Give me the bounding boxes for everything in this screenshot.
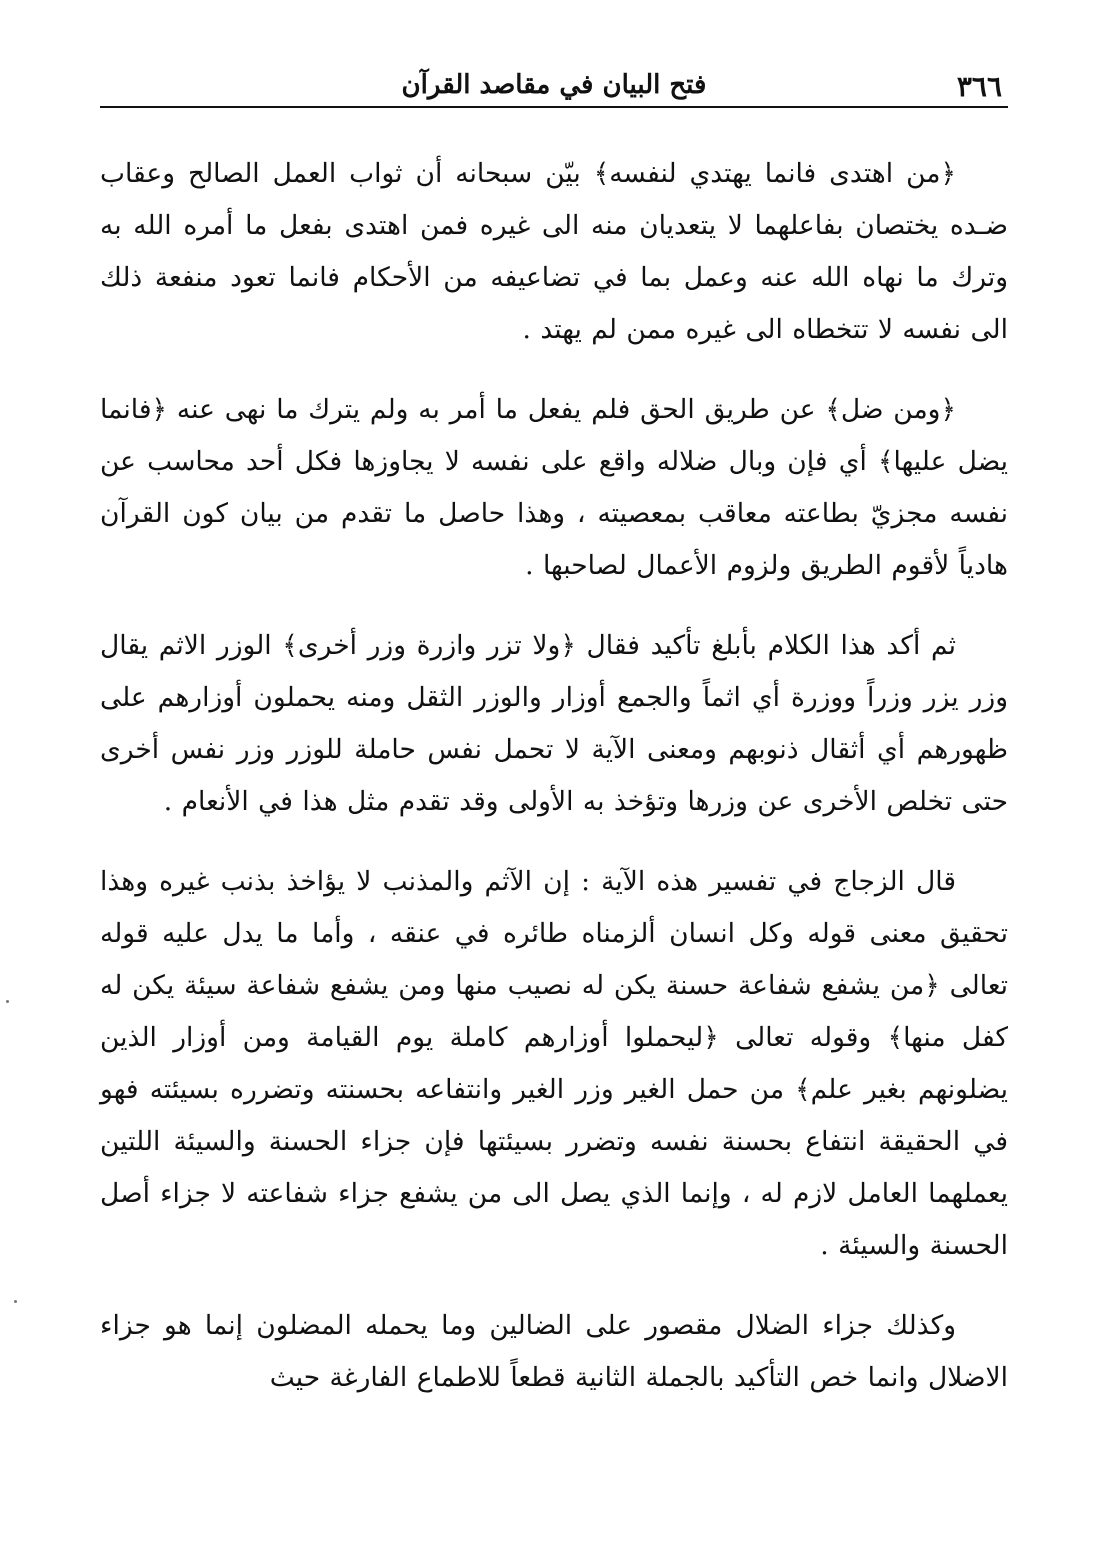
paragraph: ﴿ومن ضل﴾ عن طريق الحق فلم يفعل ما أمر به ولم يترك ما نهى عنه ﴿فانما يضل عليها﴾ أي فإن وبال ضلاله واقع على نفسه لا يجاوزها فكل أحد محاسب عن نفسه مجزيّ بطاعته معاقب بمعصيته ، وهذا حاصل ما تقدم من بيان كون القرآن هادياً لأقوم الطريق ولزوم الأعمال لصاحبها . bbox=[100, 394, 1008, 581]
running-title: فتح البيان في مقاصد القرآن bbox=[401, 70, 707, 100]
paragraph: ﴿من اهتدى فانما يهتدي لنفسه﴾ بيّن سبحانه أن ثواب العمل الصالح وعقاب ضـده يختصان بفاعلهما لا يتعديان منه الى غيره فمن اهتدى بفعل ما أمره الله به وترك ما نهاه الله عنه وعمل بما في تضاعيفه من الأحكام فانما تعود منفعة ذلك الى نفسه لا تتخطاه الى غيره ممن لم يهتد . bbox=[100, 158, 1008, 345]
paragraph: قال الزجاج في تفسير هذه الآية : إن الآثم والمذنب لا يؤاخذ بذنب غيره وهذا تحقيق معنى قوله وكل انسان ألزمناه طائره في عنقه ، وأما ما يدل عليه قوله تعالى ﴿من يشفع شفاعة حسنة يكن له نصيب منها ومن يشفع شفاعة سيئة يكن له كفل منها﴾ وقوله تعالى ﴿ليحملوا أوزارهم كاملة يوم القيامة ومن أوزار الذين يضلونهم بغير علم﴾ من حمل الغير وزر الغير وانتفاعه بحسنته وتضرره بسيئته فهو في الحقيقة انتفاع بحسنة نفسه وتضرر بسيئتها فإن جزاء الحسنة والسيئة اللتين يعملهما العامل لازم له ، وإنما الذي يصل الى من يشفع جزاء شفاعته لا جزاء أصل الحسنة والسيئة . bbox=[100, 866, 1008, 1261]
body-text bbox=[100, 148, 1008, 1404]
scan-speck bbox=[14, 1300, 17, 1303]
paragraph: وكذلك جزاء الضلال مقصور على الضالين وما يحمله المضلون إنما هو جزاء الاضلال وانما خص التأكيد بالجملة الثانية قطعاً للاطماع الفارغة حيث bbox=[100, 1310, 1008, 1393]
page-header bbox=[100, 60, 1008, 108]
scan-speck bbox=[6, 1000, 9, 1003]
book-page bbox=[100, 60, 1008, 1404]
page-number: ٣٦٦ bbox=[956, 70, 1002, 103]
paragraph: ثم أكد هذا الكلام بأبلغ تأكيد فقال ﴿ولا تزر وازرة وزر أخرى﴾ الوزر الاثم يقال وزر يزر وزراً ووزرة أي اثماً والجمع أوزار والوزر الثقل ومنه يحملون أوزارهم على ظهورهم أي أثقال ذنوبهم ومعنى الآية لا تحمل نفس حاملة للوزر وزر نفس أخرى حتى تخلص الأخرى عن وزرها وتؤخذ به الأولى وقد تقدم مثل هذا في الأنعام . bbox=[100, 630, 1009, 817]
